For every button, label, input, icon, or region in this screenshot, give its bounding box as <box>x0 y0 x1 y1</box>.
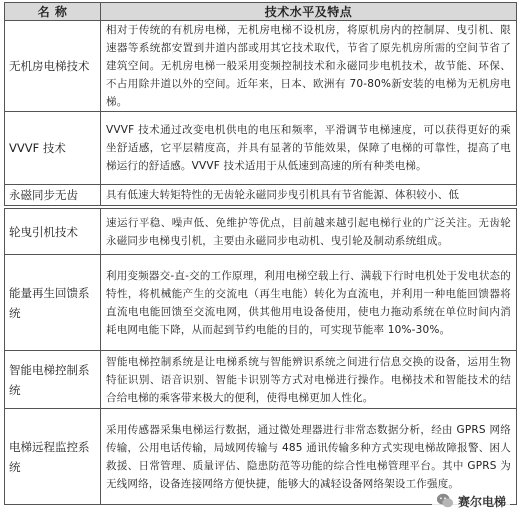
row-description: 利用变频器交-直-交的工作原理，利用电梯空载上行、满载下行时电机处于发电状态的特性，将机械能产生的交流电（再生电能）转化为直流电，并利用一种电能回馈器将直流电电能回馈至交流电网，供其他用电设备使用，使电力拖动系统在单位时间内消耗电网电能下降，从而起到节约电能的目的，可实现节能率 10%-30%。 <box>101 255 517 351</box>
row-name: VVVF 技术 <box>5 112 101 185</box>
row-name: 智能电梯控制系统 <box>5 351 101 409</box>
row-name: 无机房电梯技术 <box>5 21 101 112</box>
table-header-row <box>5 3 517 21</box>
table-row <box>5 185 517 206</box>
table-row <box>5 112 517 185</box>
row-name: 轮曳引机技术 <box>5 209 101 255</box>
table-row <box>5 255 517 351</box>
watermark <box>432 490 510 512</box>
row-description: 相对于传统的有机房电梯，无机房电梯不设机房，将原机房内的控制屏、曳引机、限速器等系统都安置到井道内部或用其它技术取代，节省了原先机房所需的空间节省了建筑空间。无机房电梯一般采用变频控制技术和永磁同步电机技术，故节能、环保、不占用除井道以外的空间。近年来，日本、欧洲有 70-80%新安装的电梯为无机房电梯。 <box>101 21 517 112</box>
watermark-text: 赛尔电梯 <box>457 494 506 509</box>
row-name: 永磁同步无齿 <box>5 185 101 206</box>
row-description: 采用传感器采集电梯运行数据，通过微处理器进行非常态数据分析，经由 GPRS 网络传输，公用电话传输，局域网传输与 485 通讯传输多种方式实现电梯故障报警、困人救援、日常管理、质量评估、隐患防范等功能的综合性电梯管理平台。其中 GPRS 为无线网络，设备连接网络方便快捷，能够大的减轻设备网络架设工作强度。 <box>101 409 517 505</box>
header-name: 名 称 <box>5 3 101 21</box>
row-description: VVVF 技术通过改变电机供电的电压和频率，平滑调节电梯速度，可以获得更好的乘坐舒适感，它平层精度高，并具有显著的节能效果，保障了电梯的可靠性，提高了电梯运行的舒适感。VVVF 技术适用于从低速到高速的所有种类电梯。 <box>101 112 517 185</box>
table-row <box>5 351 517 409</box>
row-name: 电梯远程监控系统 <box>5 409 101 505</box>
row-name: 能量再生回馈系统 <box>5 255 101 351</box>
row-description: 智能电梯控制系统是让电梯系统与智能辨识系统之间进行信息交换的设备，运用生物特征识别、语音识别、智能卡识别等方式对电梯进行操作。电梯技术和智能技术的结合给电梯的乘客带来极大的便利，使得电梯更加人性化。 <box>101 351 517 409</box>
table-row <box>5 21 517 112</box>
row-description: 具有低速大转矩特性的无齿轮永磁同步曳引机具有节省能源、体积较小、低 <box>101 185 517 206</box>
row-description: 速运行平稳、噪声低、免维护等优点，目前越来越引起电梯行业的广泛关注。无齿轮永磁同步电梯曳引机，主要由永磁同步电动机、曳引轮及制动系统组成。 <box>101 209 517 255</box>
elevator-tech-table <box>4 2 517 505</box>
wechat-icon <box>436 492 454 510</box>
table-row <box>5 209 517 255</box>
header-description: 技术水平及特点 <box>101 3 517 21</box>
